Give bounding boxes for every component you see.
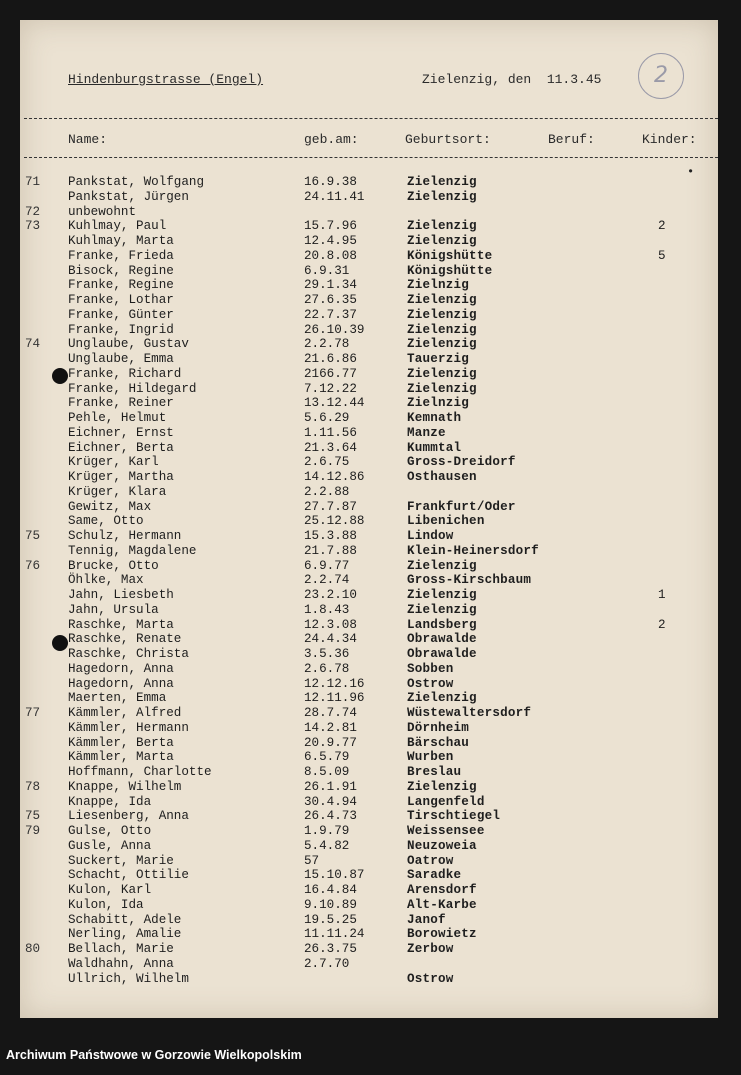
table-row (20, 913, 718, 928)
table-row (20, 809, 718, 824)
person-name: Gewitz, Max (68, 499, 152, 514)
person-name: Öhlke, Max (68, 573, 144, 588)
table-row (20, 205, 718, 220)
table-row (20, 647, 718, 662)
table-row (20, 780, 718, 795)
birth-date: 13.12.44 (304, 396, 365, 411)
birth-place: Saradke (407, 868, 462, 883)
person-name: Eichner, Ernst (68, 425, 174, 440)
birth-date: 12.3.08 (304, 617, 357, 632)
table-row (20, 293, 718, 308)
birth-place: Janof (407, 912, 446, 927)
birth-date: 3.5.36 (304, 647, 350, 661)
table-row (20, 972, 718, 987)
birth-date: 28.7.74 (304, 706, 357, 720)
table-row (20, 927, 718, 942)
table-row (20, 323, 718, 338)
birth-date: 24.4.34 (304, 632, 357, 647)
column-header-children: Kinder: (642, 132, 697, 147)
birth-place: Dörnheim (407, 720, 470, 735)
table-row (20, 677, 718, 692)
children-count: 5 (658, 248, 666, 263)
birth-place: Bärschau (407, 735, 470, 750)
person-name: Raschke, Renate (68, 632, 182, 647)
table-row (20, 278, 718, 293)
birth-place: Zerbow (407, 942, 454, 956)
birth-date: 14.2.81 (304, 720, 357, 735)
table-row (20, 662, 718, 677)
birth-date: 12.11.96 (304, 691, 365, 706)
birth-place: Wurben (407, 750, 454, 765)
birth-date: 22.7.37 (304, 307, 357, 322)
table-row (20, 455, 718, 470)
table-row (20, 898, 718, 913)
birth-place: Breslau (407, 765, 462, 779)
birth-date: 24.11.41 (304, 189, 365, 204)
table-row (20, 603, 718, 618)
birth-date: 26.10.39 (304, 322, 365, 337)
table-row (20, 352, 718, 367)
person-name: Schacht, Ottilie (68, 868, 189, 883)
binding-hole-mark (52, 635, 68, 651)
birth-date: 2.6.78 (304, 661, 350, 676)
person-name: Kuhlmay, Paul (68, 219, 167, 234)
birth-date: 29.1.34 (304, 278, 357, 293)
birth-date: 2.6.75 (304, 455, 350, 470)
person-name: Bellach, Marie (68, 942, 174, 956)
person-name: unbewohnt (68, 204, 137, 219)
person-name: Unglaube, Gustav (68, 337, 189, 352)
person-name: Eichner, Berta (68, 440, 174, 455)
binding-hole-mark (52, 368, 68, 384)
table-row (20, 529, 718, 544)
birth-place: Landsberg (407, 617, 477, 632)
table-row (20, 957, 718, 972)
birth-place: Zielenzig (407, 381, 477, 396)
birth-date: 1.11.56 (304, 425, 357, 440)
table-row (20, 618, 718, 633)
birth-date: 7.12.22 (304, 381, 357, 396)
table-row (20, 691, 718, 706)
row-number: 75 (25, 529, 41, 543)
row-number: 71 (25, 175, 41, 189)
row-number: 73 (25, 219, 41, 234)
birth-place: Zielenzig (407, 337, 477, 352)
birth-place: Frankfurt/Oder (407, 499, 516, 514)
row-number: 74 (25, 337, 41, 352)
person-name: Jahn, Ursula (68, 602, 159, 617)
birth-date: 6.5.79 (304, 750, 350, 765)
column-header-birth-place: Geburtsort: (405, 132, 491, 147)
table-row (20, 396, 718, 411)
table-row (20, 721, 718, 736)
birth-date: 57 (304, 853, 320, 868)
birth-place: Zielenzig (407, 588, 477, 602)
person-name: Pankstat, Wolfgang (68, 175, 205, 189)
person-name: Franke, Lothar (68, 293, 174, 307)
birth-place: Wüstewaltersdorf (407, 706, 532, 720)
birth-date: 25.12.88 (304, 514, 365, 529)
birth-place: Tirschtiegel (407, 809, 501, 824)
table-row (20, 868, 718, 883)
birth-date: 15.3.88 (304, 529, 357, 543)
birth-date: 5.4.82 (304, 838, 350, 853)
person-name: Franke, Ingrid (68, 322, 174, 337)
person-name: Krüger, Karl (68, 455, 159, 470)
birth-place: Zielnzig (407, 278, 470, 293)
birth-date: 6.9.31 (304, 263, 350, 278)
birth-date: 1.8.43 (304, 602, 350, 617)
table-row (20, 573, 718, 588)
birth-date: 21.7.88 (304, 543, 357, 558)
person-name: Same, Otto (68, 514, 144, 529)
header-bottom-rule (24, 157, 718, 158)
person-name: Krüger, Klara (68, 484, 167, 499)
person-name: Franke, Regine (68, 278, 174, 293)
birth-date: 2.2.74 (304, 573, 350, 588)
person-name: Waldhahn, Anna (68, 956, 174, 971)
person-name: Hagedorn, Anna (68, 676, 174, 691)
table-row (20, 367, 718, 382)
street-heading: Hindenburgstrasse (Engel) (68, 72, 264, 87)
birth-date: 12.12.16 (304, 676, 365, 691)
person-name: Kämmler, Alfred (68, 706, 182, 720)
birth-date: 21.3.64 (304, 440, 357, 455)
birth-place: Zielenzig (407, 293, 477, 307)
person-name: Ullrich, Wilhelm (68, 971, 189, 986)
birth-place: Borowietz (407, 927, 477, 942)
person-name: Raschke, Marta (68, 617, 174, 632)
birth-place: Zielenzig (407, 558, 477, 573)
person-name: Maerten, Emma (68, 691, 167, 706)
person-name: Jahn, Liesbeth (68, 588, 174, 602)
table-row (20, 839, 718, 854)
birth-date: 15.7.96 (304, 219, 357, 234)
table-row (20, 559, 718, 574)
birth-place: Klein-Heinersdorf (407, 543, 539, 558)
birth-date: 26.1.91 (304, 779, 357, 794)
person-name: Pehle, Helmut (68, 411, 167, 425)
person-name: Schabitt, Adele (68, 912, 182, 927)
birth-place: Obrawalde (407, 647, 477, 661)
table-row (20, 190, 718, 205)
person-name: Kuhlmay, Marta (68, 234, 174, 248)
person-name: Schulz, Hermann (68, 529, 182, 543)
table-row (20, 883, 718, 898)
column-header-occupation: Beruf: (548, 132, 595, 147)
row-number: 80 (25, 942, 41, 956)
table-row (20, 736, 718, 751)
column-header-birth-date: geb.am: (304, 132, 359, 147)
birth-date: 8.5.09 (304, 765, 350, 779)
birth-place: Zielenzig (407, 602, 477, 617)
person-name: Franke, Hildegard (68, 381, 197, 396)
birth-place: Obrawalde (407, 632, 477, 647)
table-row (20, 706, 718, 721)
person-name: Brucke, Otto (68, 558, 159, 573)
birth-date: 5.6.29 (304, 411, 350, 425)
birth-date: 21.6.86 (304, 352, 357, 366)
table-row (20, 175, 718, 190)
birth-place: Zielenzig (407, 779, 477, 794)
person-name: Kämmler, Marta (68, 750, 174, 765)
row-number: 78 (25, 779, 41, 794)
person-name: Hagedorn, Anna (68, 661, 174, 676)
row-number: 75 (25, 809, 41, 824)
person-name: Nerling, Amalie (68, 927, 182, 942)
birth-date: 23.2.10 (304, 588, 357, 602)
birth-place: Zielenzig (407, 307, 477, 322)
person-name: Knappe, Wilhelm (68, 779, 182, 794)
birth-place: Oatrow (407, 853, 454, 868)
birth-date: 19.5.25 (304, 912, 357, 927)
table-row (20, 942, 718, 957)
birth-place: Zielenzig (407, 322, 477, 337)
person-name: Knappe, Ida (68, 794, 152, 809)
birth-date: 16.9.38 (304, 175, 357, 189)
birth-date: 26.3.75 (304, 942, 357, 956)
birth-date: 1.9.79 (304, 824, 350, 838)
birth-date: 30.4.94 (304, 794, 357, 809)
person-name: Liesenberg, Anna (68, 809, 189, 824)
birth-date: 2166.77 (304, 366, 357, 381)
person-name: Gusle, Anna (68, 838, 152, 853)
person-name: Kämmler, Berta (68, 735, 174, 750)
birth-place: Manze (407, 425, 446, 440)
table-row (20, 470, 718, 485)
table-row (20, 485, 718, 500)
archive-name: Archiwum Państwowe w Gorzowie Wielkopolskim (6, 1048, 302, 1062)
person-name: Gulse, Otto (68, 824, 152, 838)
birth-place: Arensdorf (407, 883, 477, 897)
person-name: Franke, Reiner (68, 396, 174, 411)
place-and-date: Zielenzig, den 11.3.45 (422, 72, 602, 87)
ink-speck: • (687, 165, 695, 179)
archive-footer (0, 1040, 741, 1075)
birth-date: 6.9.77 (304, 558, 350, 573)
table-row (20, 441, 718, 456)
table-row (20, 426, 718, 441)
birth-place: Zielnzig (407, 396, 470, 411)
birth-date: 2.2.78 (304, 337, 350, 352)
birth-date: 12.4.95 (304, 234, 357, 248)
birth-date: 9.10.89 (304, 897, 357, 912)
birth-place: Ostrow (407, 971, 454, 986)
table-row (20, 308, 718, 323)
children-count: 2 (658, 219, 666, 234)
person-name: Tennig, Magdalene (68, 543, 197, 558)
birth-place: Kemnath (407, 411, 462, 425)
table-row (20, 795, 718, 810)
table-row (20, 411, 718, 426)
birth-place: Weissensee (407, 824, 485, 838)
birth-date: 2.7.70 (304, 956, 350, 971)
birth-place: Zielenzig (407, 175, 477, 189)
birth-place: Zielenzig (407, 366, 477, 381)
birth-date: 14.12.86 (304, 470, 365, 484)
person-name: Kulon, Karl (68, 883, 152, 897)
birth-date: 2.2.88 (304, 484, 350, 499)
row-number: 79 (25, 824, 41, 838)
person-name: Kämmler, Hermann (68, 720, 189, 735)
birth-place: Sobben (407, 661, 454, 676)
person-name: Bisock, Regine (68, 263, 174, 278)
birth-place: Königshütte (407, 248, 493, 263)
birth-place: Kummtal (407, 440, 462, 455)
table-row (20, 632, 718, 647)
table-row (20, 544, 718, 559)
row-number: 77 (25, 706, 41, 720)
birth-place: Libenichen (407, 514, 485, 529)
birth-place: Lindow (407, 529, 454, 543)
birth-date: 27.7.87 (304, 499, 357, 514)
birth-place: Königshütte (407, 263, 493, 278)
table-row (20, 234, 718, 249)
birth-date: 20.9.77 (304, 735, 357, 750)
birth-place: Zielenzig (407, 219, 477, 234)
table-row (20, 588, 718, 603)
children-count: 2 (658, 617, 666, 632)
document-page (20, 20, 718, 1018)
birth-place: Ostrow (407, 676, 454, 691)
birth-place: Langenfeld (407, 794, 485, 809)
row-number: 76 (25, 558, 41, 573)
birth-place: Alt-Karbe (407, 897, 477, 912)
person-name: Krüger, Martha (68, 470, 174, 484)
person-name: Hoffmann, Charlotte (68, 765, 212, 779)
birth-date: 11.11.24 (304, 927, 365, 942)
birth-place: Zielenzig (407, 691, 477, 706)
birth-place: Gross-Kirschbaum (407, 573, 532, 588)
top-rule (24, 118, 718, 119)
birth-date: 27.6.35 (304, 293, 357, 307)
column-header-name: Name: (68, 132, 108, 147)
person-name: Unglaube, Emma (68, 352, 174, 366)
table-row (20, 824, 718, 839)
birth-date: 26.4.73 (304, 809, 357, 824)
person-name: Raschke, Christa (68, 647, 189, 661)
birth-place: Zielenzig (407, 234, 477, 248)
birth-place: Zielenzig (407, 189, 477, 204)
children-count: 1 (658, 588, 666, 602)
person-name: Pankstat, Jürgen (68, 189, 189, 204)
person-name: Franke, Richard (68, 366, 182, 381)
row-number: 72 (25, 204, 41, 219)
person-name: Franke, Frieda (68, 248, 174, 263)
table-row (20, 219, 718, 234)
birth-place: Gross-Dreidorf (407, 455, 516, 470)
birth-place: Neuzoweia (407, 838, 477, 853)
table-row (20, 514, 718, 529)
table-row (20, 264, 718, 279)
person-name: Franke, Günter (68, 307, 174, 322)
birth-date: 15.10.87 (304, 868, 365, 883)
sheet-number-circle: 2 (638, 53, 684, 99)
table-row (20, 854, 718, 869)
birth-date: 16.4.84 (304, 883, 357, 897)
table-row (20, 765, 718, 780)
birth-place: Tauerzig (407, 352, 470, 366)
table-row (20, 500, 718, 515)
table-row (20, 337, 718, 352)
person-name: Kulon, Ida (68, 897, 144, 912)
birth-place: Osthausen (407, 470, 477, 484)
birth-date: 20.8.08 (304, 248, 357, 263)
table-row (20, 382, 718, 397)
table-row (20, 249, 718, 264)
table-row (20, 750, 718, 765)
person-name: Suckert, Marie (68, 853, 174, 868)
